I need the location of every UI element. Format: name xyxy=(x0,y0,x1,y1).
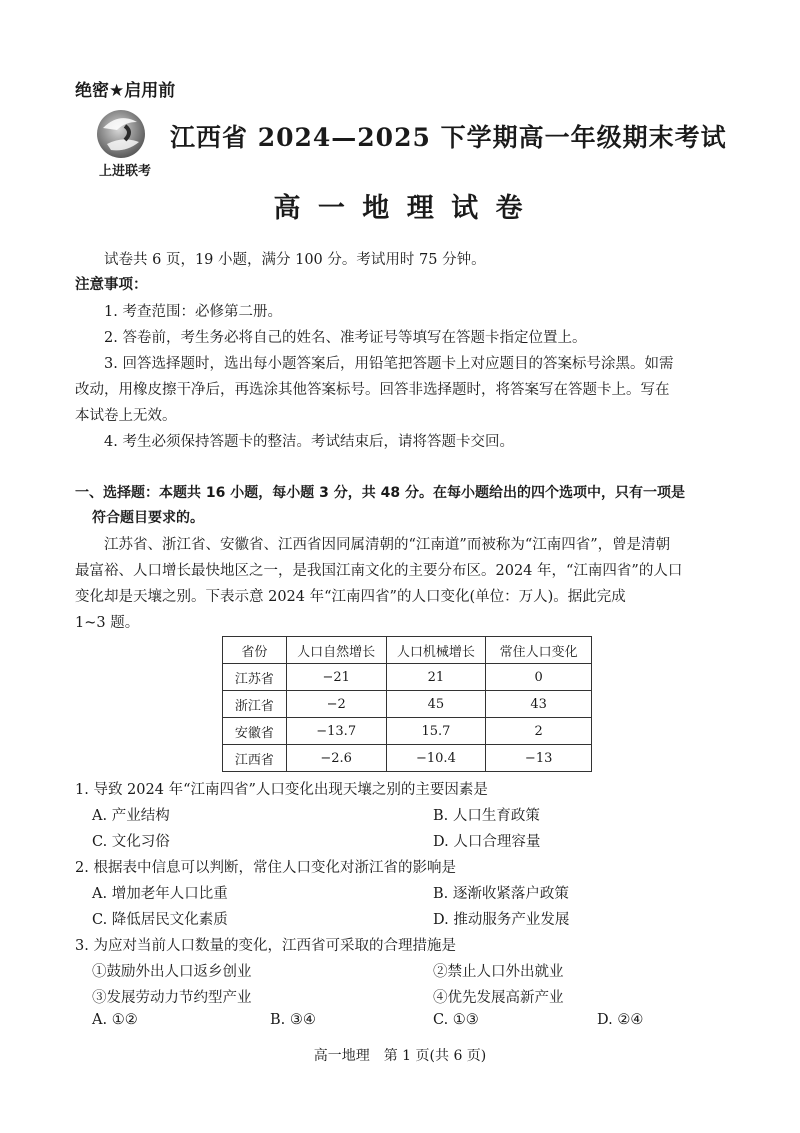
table-cell: −21 xyxy=(286,664,386,691)
table-row xyxy=(223,718,592,745)
question-3-option-c: C. ①③ xyxy=(433,1012,479,1028)
table-cell: 浙江省 xyxy=(223,691,287,718)
exam-logo xyxy=(85,108,165,180)
passage-line-1: 江苏省、浙江省、安徽省、江西省因同属清朝的“江南道”而被称为“江南四省”，曾是清朝 xyxy=(104,537,671,553)
question-1-option-a: A. 产业结构 xyxy=(92,808,170,824)
question-1-option-d: D. 人口合理容量 xyxy=(433,834,541,850)
table-row xyxy=(223,664,592,691)
exam-title: 江西省 2024—2025 下学期高一年级期末考试 xyxy=(170,123,727,152)
question-2-option-c: C. 降低居民文化素质 xyxy=(92,912,228,928)
passage-line-4: 1~3 题。 xyxy=(75,615,140,631)
subject-title: 高 一 地 理 试 卷 xyxy=(273,193,527,224)
question-3-statement-3: ③发展劳动力节约型产业 xyxy=(92,990,252,1006)
question-3-statement-1: ①鼓励外出人口返乡创业 xyxy=(92,964,252,980)
table-cell: 江苏省 xyxy=(223,664,287,691)
section-heading-line-2: 符合题目要求的。 xyxy=(92,510,204,526)
table-cell: −13 xyxy=(486,745,592,772)
exam-summary: 试卷共 6 页，19 小题，满分 100 分。考试用时 75 分钟。 xyxy=(104,252,486,268)
notes-heading: 注意事项： xyxy=(75,277,148,293)
table-row xyxy=(223,691,592,718)
question-2-stem: 2. 根据表中信息可以判断，常住人口变化对浙江省的影响是 xyxy=(75,860,456,876)
table-cell: 45 xyxy=(386,691,486,718)
table-header-cell: 常住人口变化 xyxy=(486,637,592,664)
question-1-stem: 1. 导致 2024 年“江南四省”人口变化出现天壤之别的主要因素是 xyxy=(75,782,488,798)
question-3-option-d: D. ②④ xyxy=(597,1012,644,1028)
question-3-option-a: A. ①② xyxy=(92,1012,138,1028)
question-1-option-b: B. 人口生育政策 xyxy=(433,808,540,824)
note-4: 4. 考生必须保持答题卡的整洁。考试结束后，请将答题卡交回。 xyxy=(104,434,514,450)
note-3-line-3: 本试卷上无效。 xyxy=(75,408,177,424)
passage-line-2: 最富裕、人口增长最快地区之一，是我国江南文化的主要分布区。2024 年，“江南四省”的人口 xyxy=(75,563,683,579)
note-3-line-2: 改动，用橡皮擦干净后，再选涂其他答案标号。回答非选择题时，将答案写在答题卡上。写在 xyxy=(75,382,670,398)
question-2-option-a: A. 增加老年人口比重 xyxy=(92,886,228,902)
note-1: 1. 考查范围：必修第二册。 xyxy=(104,304,282,320)
logo-text: 上进联考 xyxy=(98,164,151,179)
table-cell: 15.7 xyxy=(386,718,486,745)
passage-line-3: 变化却是天壤之别。下表示意 2024 年“江南四省”的人口变化(单位：万人)。据此完成 xyxy=(75,589,626,605)
table-cell: 江西省 xyxy=(223,745,287,772)
table-header-cell: 省份 xyxy=(223,637,287,664)
question-2-option-b: B. 逐渐收紧落户政策 xyxy=(433,886,569,902)
table-cell: 43 xyxy=(486,691,592,718)
table-cell: −13.7 xyxy=(286,718,386,745)
note-2: 2. 答卷前，考生务必将自己的姓名、准考证号等填写在答题卡指定位置上。 xyxy=(104,330,587,346)
question-3-statement-4: ④优先发展高新产业 xyxy=(433,990,564,1006)
question-3-statement-2: ②禁止人口外出就业 xyxy=(433,964,564,980)
table-cell: 2 xyxy=(486,718,592,745)
table-header-row xyxy=(223,637,592,664)
section-heading-line-1: 一、选择题：本题共 16 小题，每小题 3 分，共 48 分。在每小题给出的四个选项中，只有一项是 xyxy=(75,485,685,501)
question-3-option-b: B. ③④ xyxy=(270,1012,316,1028)
table-header-cell: 人口自然增长 xyxy=(286,637,386,664)
table-cell: 21 xyxy=(386,664,486,691)
table-header-cell: 人口机械增长 xyxy=(386,637,486,664)
confidential-label: 绝密★启用前 xyxy=(75,81,176,101)
question-2-option-d: D. 推动服务产业发展 xyxy=(433,912,570,928)
question-3-stem: 3. 为应对当前人口数量的变化，江西省可采取的合理措施是 xyxy=(75,938,456,954)
table-cell: −2.6 xyxy=(286,745,386,772)
question-1-option-c: C. 文化习俗 xyxy=(92,834,170,850)
note-3-line-1: 3. 回答选择题时，选出每小题答案后，用铅笔把答题卡上对应题目的答案标号涂黑。如需 xyxy=(104,356,674,372)
table-cell: 安徽省 xyxy=(223,718,287,745)
table-cell: −2 xyxy=(286,691,386,718)
table-row xyxy=(223,745,592,772)
table-cell: −10.4 xyxy=(386,745,486,772)
population-table xyxy=(222,636,592,772)
logo-emblem-icon xyxy=(85,108,165,163)
page-footer: 高一地理 第 1 页(共 6 页) xyxy=(313,1048,487,1064)
table-cell: 0 xyxy=(486,664,592,691)
